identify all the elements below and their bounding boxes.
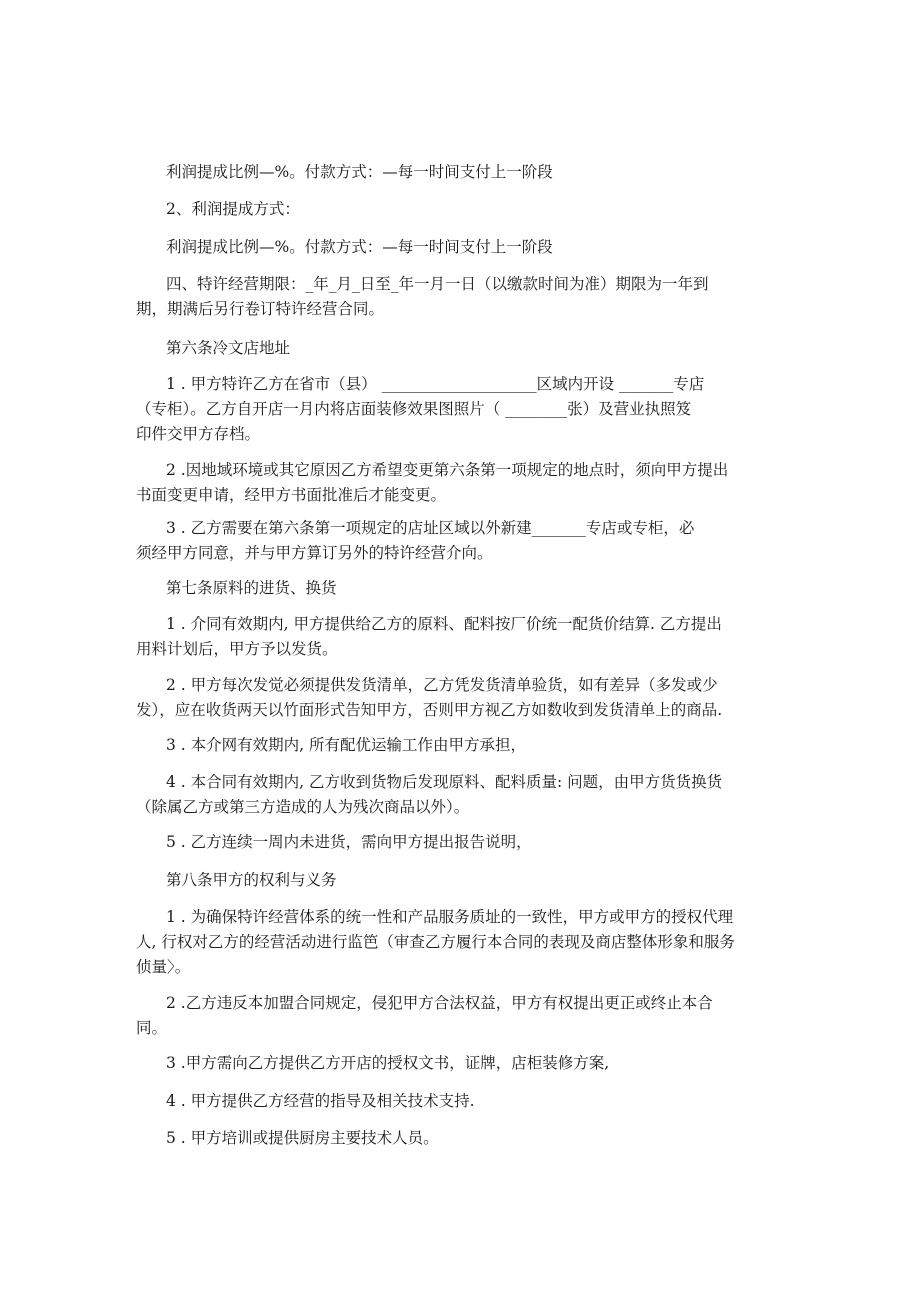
heading-article-8 bbox=[166, 868, 786, 893]
paragraph-7-3 bbox=[166, 733, 786, 758]
paragraph-6-2 bbox=[136, 458, 786, 508]
paragraph-8-2 bbox=[136, 991, 786, 1041]
section-heading: 第六条冷文店地址 bbox=[166, 339, 291, 357]
text-line: 四、特许经营期限：_年_月_日至_年一月一日（以缴款时间为准）期限为一年到 bbox=[166, 275, 709, 293]
paragraph-8-5 bbox=[166, 1126, 786, 1151]
text-line: 须经甲方同意，并与甲方算订另外的特许经营介向。 bbox=[136, 544, 493, 562]
text-line: （专柜）。乙方自开店一月内将店面装修效果图照片（ ________张）及营业执照笈 bbox=[136, 400, 692, 418]
text-line: 5 . 甲方培训或提供厨房主要技术人员。 bbox=[166, 1129, 439, 1147]
section-heading: 第七条原料的进货、换货 bbox=[166, 579, 337, 597]
text-line: 3 . 乙方需要在第六条第一项规定的店址区域以外新建_______专店或专柜，必 bbox=[166, 519, 695, 537]
text-line: 2、利润提成方式： bbox=[166, 200, 300, 218]
paragraph-6-3 bbox=[136, 516, 786, 566]
text-line: 利润提成比例—%。付款方式：—每一时间支付上一阶段 bbox=[166, 163, 553, 181]
paragraph-7-2 bbox=[136, 673, 786, 723]
text-line: 1 . 甲方特许乙方在省市（县） ____________________区域内开设 _______专店 bbox=[166, 375, 705, 393]
text-line: 发），应在收货两天以竹面形式告知甲方，否则甲方视乙方如数收到发货清单上的商品. bbox=[136, 701, 723, 719]
section-heading: 第八条甲方的权利与义务 bbox=[166, 871, 337, 889]
text-line: 同。 bbox=[136, 1019, 168, 1037]
text-line: 2 . 甲方每次发觉必须提供发货清单，乙方凭发货清单验货，如有差异（多发或少 bbox=[166, 676, 718, 694]
paragraph-7-4 bbox=[136, 770, 786, 820]
paragraph-profit-ratio-1 bbox=[166, 160, 786, 185]
paragraph-profit-ratio-2 bbox=[166, 235, 786, 260]
text-line: 利润提成比例—%。付款方式：—每一时间支付上一阶段 bbox=[166, 238, 553, 256]
text-line: 期，期满后另行卷订特许经营合同。 bbox=[136, 300, 385, 318]
paragraph-8-4 bbox=[166, 1089, 786, 1114]
text-line: 4 . 甲方提供乙方经营的指导及相关技术支持. bbox=[166, 1092, 475, 1110]
paragraph-8-1 bbox=[136, 905, 786, 980]
text-line: 书面变更申请，经甲方书面批准后才能变更。 bbox=[136, 486, 447, 504]
text-line: 印件交甲方存档。 bbox=[136, 425, 261, 443]
paragraph-8-3 bbox=[166, 1051, 786, 1076]
paragraph-franchise-term bbox=[136, 272, 786, 322]
heading-article-6 bbox=[166, 336, 786, 361]
text-line: 4 . 本合同有效期内, 乙方收到货物后发现原料、配料质量: 问题，由甲方货货换货 bbox=[166, 773, 723, 791]
text-line: 3 . 本介网有效期内, 所有配优运输工作由甲方承担， bbox=[166, 736, 526, 754]
text-line: 5 . 乙方连续一周内未进货，需向甲方提出报告说明， bbox=[166, 833, 532, 851]
text-line: 用料计划后，甲方予以发货。 bbox=[136, 640, 338, 658]
text-line: 1 . 为确保特许经营体系的统一性和产品服务质址的一致性，甲方或甲方的授权代理 bbox=[166, 908, 734, 926]
text-line: （除属乙方或第三方造成的人为残次商品以外）。 bbox=[136, 798, 470, 816]
paragraph-profit-method bbox=[166, 197, 786, 222]
text-line: 3 .甲方需向乙方提供乙方开店的授权文书，证牌，店柜装修方案, bbox=[166, 1054, 610, 1072]
text-line: 侦量〉。 bbox=[136, 958, 191, 976]
text-line: 人, 行权对乙方的经营活动进行监笆（审查乙方履行本合同的表现及商店整体形象和服务 bbox=[136, 933, 735, 951]
heading-article-7 bbox=[166, 576, 786, 601]
paragraph-6-1 bbox=[136, 372, 786, 447]
paragraph-7-5 bbox=[166, 830, 786, 855]
paragraph-7-1 bbox=[136, 612, 786, 662]
text-line: 2 .因地域环境或其它原因乙方希望变更第六条第一项规定的地点时，须向甲方提出 bbox=[166, 461, 729, 479]
text-line: 2 .乙方违反本加盟合同规定，侵犯甲方合法权益，甲方有权提出更正或终止本合 bbox=[166, 994, 713, 1012]
text-line: 1 . 介同有效期内, 甲方提供给乙方的原料、配料按厂价统一配货价结算. 乙方提出 bbox=[166, 615, 722, 633]
